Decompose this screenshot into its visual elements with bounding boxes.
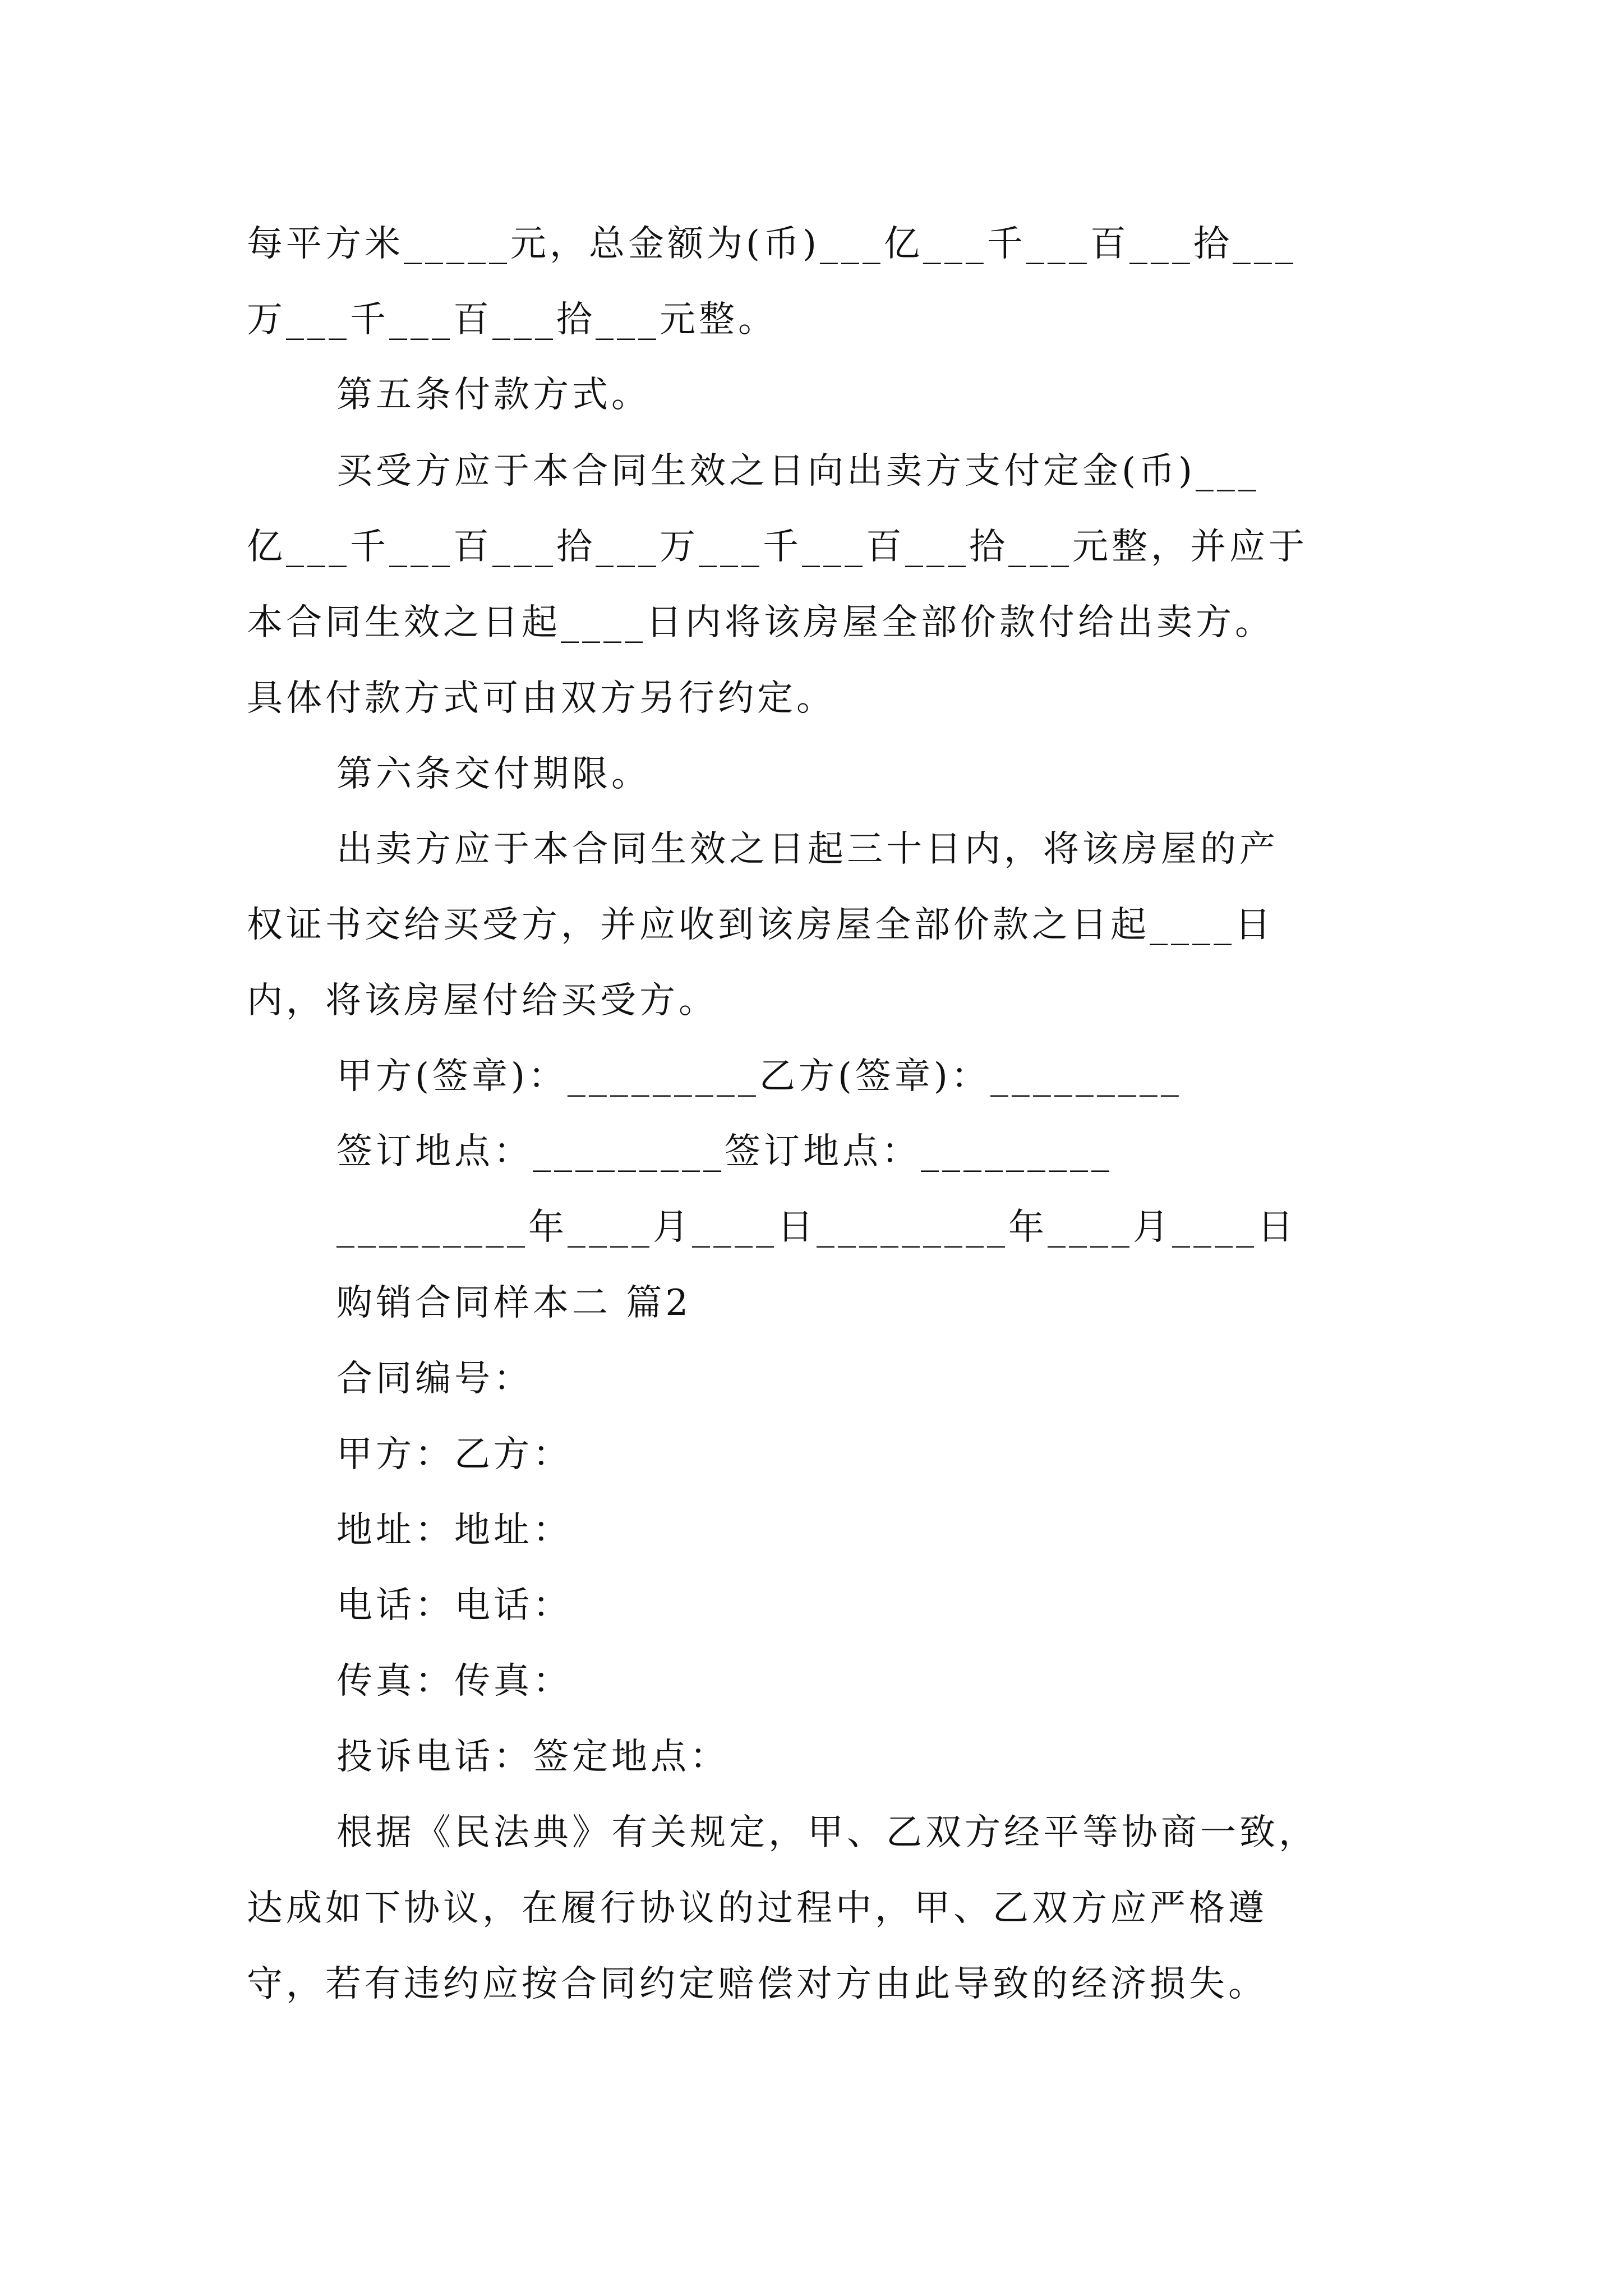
text-line: 出卖方应于本合同生效之日起三十日内，将该房屋的产 (336, 829, 1279, 870)
text-line: 达成如下协议，在履行协议的过程中，甲、乙双方应严格遵 (247, 1888, 1267, 1929)
signing-place-line: 签订地点：_________签订地点：_________ (336, 1131, 1113, 1172)
signature-line: 甲方(签章)：_________乙方(签章)：_________ (336, 1056, 1182, 1097)
text-line: 亿___千___百___拾___万___千___百___拾___元整，并应于 (247, 526, 1308, 568)
text-line: 买受方应于本合同生效之日向出卖方支付定金(币)___ (336, 450, 1260, 492)
phone-line: 电话：电话： (336, 1585, 572, 1626)
text-line: 第五条付款方式。 (336, 374, 651, 416)
fax-line: 传真：传真： (336, 1660, 572, 1702)
text-line: 内，将该房屋付给买受方。 (247, 980, 718, 1022)
text-line: 第六条交付期限。 (336, 753, 651, 795)
text-line: 具体付款方式可由双方另行约定。 (247, 678, 836, 719)
text-line: 根据《民法典》有关规定，甲、乙双方经平等协商一致， (336, 1812, 1318, 1853)
text-line: 守，若有违约应按合同约定赔偿对方由此导致的经济损失。 (247, 1963, 1267, 2005)
section-heading: 购销合同样本二 篇2 (336, 1282, 692, 1324)
text-line: 万___千___百___拾___元整。 (247, 299, 777, 341)
contract-number: 合同编号： (336, 1358, 533, 1400)
party-line: 甲方：乙方： (336, 1434, 572, 1475)
text-line: 本合同生效之日起____日内将该房屋全部价款付给出卖方。 (247, 602, 1274, 643)
address-line: 地址：地址： (336, 1510, 572, 1551)
text-line: 每平方米_____元，总金额为(币)___亿___千___百___拾___ (247, 223, 1297, 265)
text-line: 权证书交给买受方，并应收到该房屋全部价款之日起____日 (247, 904, 1274, 946)
complaint-line: 投诉电话：签定地点： (336, 1736, 729, 1778)
date-line: _________年____月____日_________年____月____日 (336, 1207, 1297, 1248)
